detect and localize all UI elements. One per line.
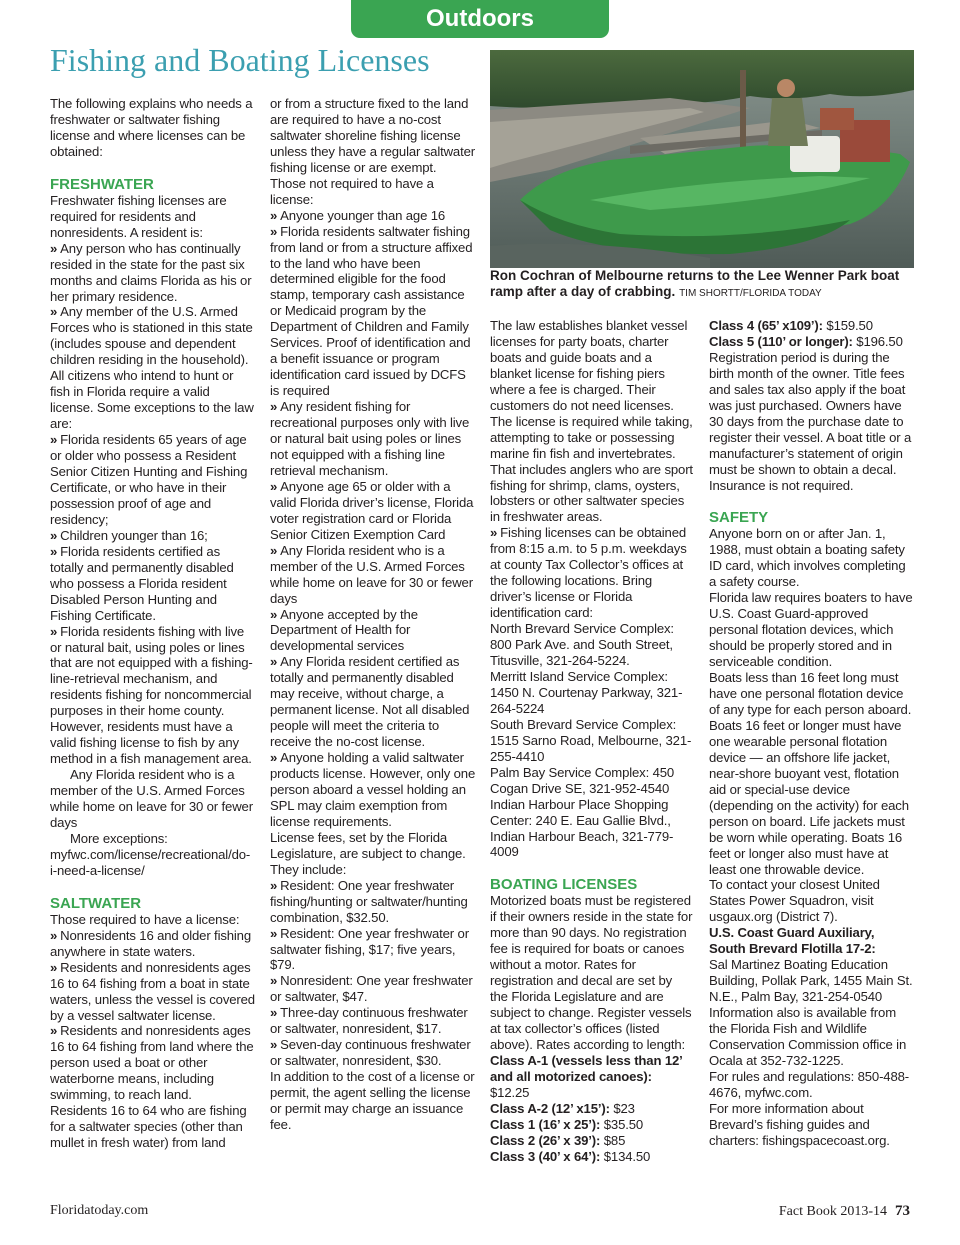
bullet-item: » Residents and nonresidents ages 16 to 64 fishing from a boat in state waters, unless the vessel is covered by a vessel saltwater license.	[50, 959, 255, 1023]
bullet-icon: »	[50, 432, 58, 448]
page-number: 73	[895, 1203, 910, 1219]
bullet-icon: »	[270, 654, 278, 670]
bullet-icon: »	[50, 1023, 58, 1039]
bullet-item: » Nonresidents 16 and older fishing anywhere in state waters.	[50, 927, 251, 959]
paragraph: For rules and regulations: 850-488-4676, myfwc.com.	[709, 1068, 910, 1100]
page-title: Fishing and Boating Licenses	[50, 42, 430, 78]
freshwater-heading: FRESHWATER	[50, 175, 154, 193]
paragraph: Motorized boats must be registered if their owners reside in the state for more than 90 days. No registration fee is required for boats or canoes without a motor. Rates for registration and decal are set by the Florida Legislature and are subject to change. Register vessels at tax collector’s offices (listed above). Rates according to length:	[490, 893, 693, 1052]
bullet-item: » Anyone accepted by the Department of Health for developmental services	[270, 606, 418, 654]
boat-illustration	[490, 50, 914, 268]
bullet-item: » Anyone age 65 or older with a valid Florida driver’s license, Florida voter registration card or Florida Senior Citizen Exemption Card	[270, 478, 474, 542]
paragraph: Florida law requires boaters to have U.S. Coast Guard-approved personal flotation devices, which should be properly stored and in serviceable condition.	[709, 590, 913, 670]
paragraph: Those not required to have a license:	[270, 175, 434, 207]
class-rate: Class 2 (26’ x 39’): $85	[490, 1132, 626, 1148]
paragraph: Residents 16 to 64 who are fishing for a saltwater species (other than mullet in fresh water) from land	[50, 1103, 247, 1151]
paragraph: Registration period is during the birth month of the owner. Title fees and sales tax also apply if the boat was just purchased. Owners have 30 days from the purchase date to register their vessel. A boat title or a manufacturer’s statement of origin must be shown to obtain a decal. Insurance is not required.	[709, 349, 912, 493]
location-item: Palm Bay Service Complex: 450 Cogan Drive SE, 321-952-4540	[490, 764, 675, 796]
bullet-icon: »	[50, 623, 58, 639]
bullet-icon: »	[50, 959, 58, 975]
bullet-icon: »	[270, 478, 278, 494]
fee-item: » Resident: One year freshwater or saltwater fishing, $17; five years, $79.	[270, 925, 469, 973]
bullet-icon: »	[270, 925, 278, 941]
auxiliary-heading: U.S. Coast Guard Auxiliary, South Brevard Flotilla 17-2:	[709, 925, 876, 957]
column-1	[50, 96, 256, 1151]
paragraph: The law establishes blanket vessel licenses for party boats, charter boats and guide boats and a blanket license for fishing piers where a fee is charged. Their customers do not need licenses. The license is required while taking, attempting to take or possessing marine fin fish and invertebrates. That includes anglers who are sport fishing for shrimp, clams, oysters, lobsters or other saltwater species in freshwater areas.	[490, 318, 693, 525]
saltwater-heading: SALTWATER	[50, 894, 142, 912]
footer-book: Fact Book 2013-14 73	[778, 1203, 910, 1219]
paragraph: All citizens who intend to hunt or fish in Florida require a valid license. Some exceptions to the law are:	[50, 368, 254, 432]
paragraph: For more information about Brevard’s fishing guides and charters: fishingspacecoast.org.	[709, 1100, 890, 1148]
photo-credit: TIM SHORTT/FLORIDA TODAY	[679, 288, 822, 299]
fee-item: » Seven-day continuous freshwater or saltwater, nonresident, $30.	[270, 1037, 471, 1069]
fee-item: » Three-day continuous freshwater or saltwater, nonresident, $17.	[270, 1005, 468, 1037]
class-rate: Class 5 (110’ or longer): $196.50	[709, 333, 903, 349]
location-item: South Brevard Service Complex: 1515 Sarno Road, Melbourne, 321-255-4410	[490, 716, 692, 764]
bullet-icon: »	[50, 240, 58, 256]
bullet-item: » Any resident fishing for recreational purposes only with live or natural bait using poles or lines not equipped with a fishing line retrieval mechanism.	[270, 399, 470, 478]
paragraph: Freshwater fishing licenses are required for residents and nonresidents. A resident is:	[50, 192, 227, 240]
boat-photo	[490, 50, 914, 268]
bullet-item: » Florida residents saltwater fishing from land or from a structure affixed to the land who have been determined eligible for the food stamp, temporary cash assistance or Medicaid program by the Department of Children and Family Services. Proof of identification and a benefit issuance or program identification card issued by DCFS is required	[270, 223, 473, 399]
paragraph: Sal Martinez Boating Education Building, Pollak Park, 1455 Main St. N.E., Palm Bay, 321-254-0540	[709, 957, 913, 1005]
bullet-item: » Any person who has continually resided in the state for the past six months and claims Florida as his or her primary residence.	[50, 240, 252, 304]
class-rate: Class 1 (16’ x 25’): $35.50	[490, 1116, 644, 1132]
bullet-icon: »	[270, 1037, 278, 1053]
class-rate: Class A-1 (vessels less than 12’ and all motorized canoes): $12.25	[490, 1052, 682, 1100]
boating-licenses-heading: BOATING LICENSES	[490, 876, 638, 894]
location-item: Merritt Island Service Complex: 1450 N. Courtenay Parkway, 321-264-5224	[490, 668, 683, 716]
bullet-icon: »	[270, 223, 278, 239]
bullet-item: » Anyone holding a valid saltwater products license. However, only one person aboard a vessel holding an SPL may claim exemption from license requirements.	[270, 750, 476, 829]
paragraph: Those required to have a license:	[50, 911, 240, 927]
column-3	[490, 318, 693, 1165]
bullet-icon: »	[50, 927, 58, 943]
paragraph: In addition to the cost of a license or permit, the agent selling the license or permit may charge an issuance fee.	[270, 1069, 475, 1132]
paragraph: Anyone born on or after Jan. 1, 1988, must obtain a boating safety ID card, which involves completing a safety course.	[709, 526, 906, 590]
bullet-icon: »	[270, 399, 278, 415]
photo-caption: Ron Cochran of Melbourne returns to the Lee Wenner Park boat ramp after a day of crabbing. TIM SHORTT/FLORIDA TODAY	[490, 268, 900, 299]
class-rate: Class A-2 (12’ x15’): $23	[490, 1100, 635, 1116]
bullet-icon: »	[50, 527, 58, 543]
bullet-icon: »	[490, 525, 498, 541]
bullet-item: » Any member of the U.S. Armed Forces who is stationed in this state (includes spouse and dependent children residing in the household).	[50, 304, 253, 368]
class-rate: Class 4 (65’ x109’): $159.50	[709, 318, 873, 333]
exceptions-link-text: More exceptions: myfwc.com/license/recreational/do-i-need-a-license/	[50, 830, 251, 878]
bullet-item: » Any Florida resident who is a member of the U.S. Armed Forces while home on leave for 30 or fewer days	[270, 542, 473, 606]
bullet-item: » Florida residents certified as totally and permanently disabled who possess a Florida resident Disabled Person Hunting and Fishing Certificate.	[50, 543, 234, 623]
safety-heading: SAFETY	[709, 509, 769, 527]
bullet-icon: »	[270, 1005, 278, 1021]
paragraph: or from a structure fixed to the land are required to have a no-cost saltwater shoreline fishing license unless they have a regular saltwater fishing license or are exempt.	[270, 96, 475, 175]
bullet-item: » Residents and nonresidents ages 16 to 64 fishing from land where the person used a boat or other waterborne means, including swimming, to reach land.	[50, 1023, 254, 1103]
paragraph: Boats less than 16 feet long must have one personal flotation device of any type for each person aboard. Boats 16 feet or longer must have one wearable personal flotation device — an offshore life jacket, near-shore buoyant vest, flotation aid or special-use device (depending on the activity) for each person on board. Life jackets must be worn while operating. Boats 16 feet or longer also must have at least one throwable device.	[709, 670, 912, 877]
paragraph: Information also is available from the Florida Fish and Wildlife Conservation Commission office in Ocala at 352-732-1225.	[709, 1005, 907, 1068]
bullet-icon: »	[270, 542, 278, 558]
class-rate: Class 3 (40’ x 64’): $134.50	[490, 1148, 651, 1164]
fee-item: » Resident: One year freshwater fishing/hunting or saltwater/hunting combination, $32.50.	[270, 877, 468, 925]
section-tab: Outdoors	[351, 0, 609, 38]
bullet-icon: »	[270, 606, 278, 622]
bullet-icon: »	[50, 304, 58, 320]
bullet-icon: »	[270, 207, 278, 223]
bullet-item: » Fishing licenses can be obtained from 8:15 a.m. to 5 p.m. weekdays at county Tax Collector’s offices at the following locations. Bring driver’s license or Florida identification card:	[490, 525, 687, 621]
bullet-item: » Any Florida resident certified as totally and permanently disabled may receive, without charge, a permanent license. Not all disabled people will meet the criteria to receive the no-cost license.	[270, 654, 470, 750]
bullet-item: » Anyone younger than age 16	[270, 207, 446, 223]
bullet-icon: »	[50, 543, 58, 559]
location-item: North Brevard Service Complex: 800 Park Ave. and South Street, Titusville, 321-264-5224.	[490, 621, 674, 669]
bullet-item: » Florida residents fishing with live or natural bait, using poles or lines that are not equipped with a fishing-line-retrieval mechanism, and residents fishing for noncommercial purposes in their home county. However, residents must have a valid fishing license to fish by any method in a fish management area.	[50, 623, 253, 767]
paragraph: Any Florida resident who is a member of the U.S. Armed Forces while home on leave for 30 or fewer days	[50, 767, 253, 830]
bullet-icon: »	[270, 750, 278, 766]
intro-text: The following explains who needs a freshwater or saltwater fishing license and where licenses can be obtained:	[50, 96, 253, 159]
column-2	[270, 96, 476, 1133]
column-4	[709, 318, 914, 1149]
bullet-icon: »	[270, 973, 278, 989]
location-item: Indian Harbour Place Shopping Center: 240 E. Eau Gallie Blvd., Indian Harbour Beach, 321-779-4009	[490, 796, 674, 860]
bullet-icon: »	[270, 877, 278, 893]
paragraph: License fees, set by the Florida Legislature, are subject to change. They include:	[270, 829, 466, 877]
footer-site: Floridatoday.com	[50, 1203, 149, 1218]
bullet-item: » Children younger than 16;	[50, 527, 208, 543]
paragraph: To contact your closest United States Power Squadron, visit usgaux.org (District 7).	[709, 877, 880, 925]
bullet-item: » Florida residents 65 years of age or older who possess a Resident Senior Citizen Hunting and Fishing Certificate, or who have in their possession proof of age and residency;	[50, 432, 248, 527]
fee-item: » Nonresident: One year freshwater or saltwater, $47.	[270, 973, 473, 1005]
